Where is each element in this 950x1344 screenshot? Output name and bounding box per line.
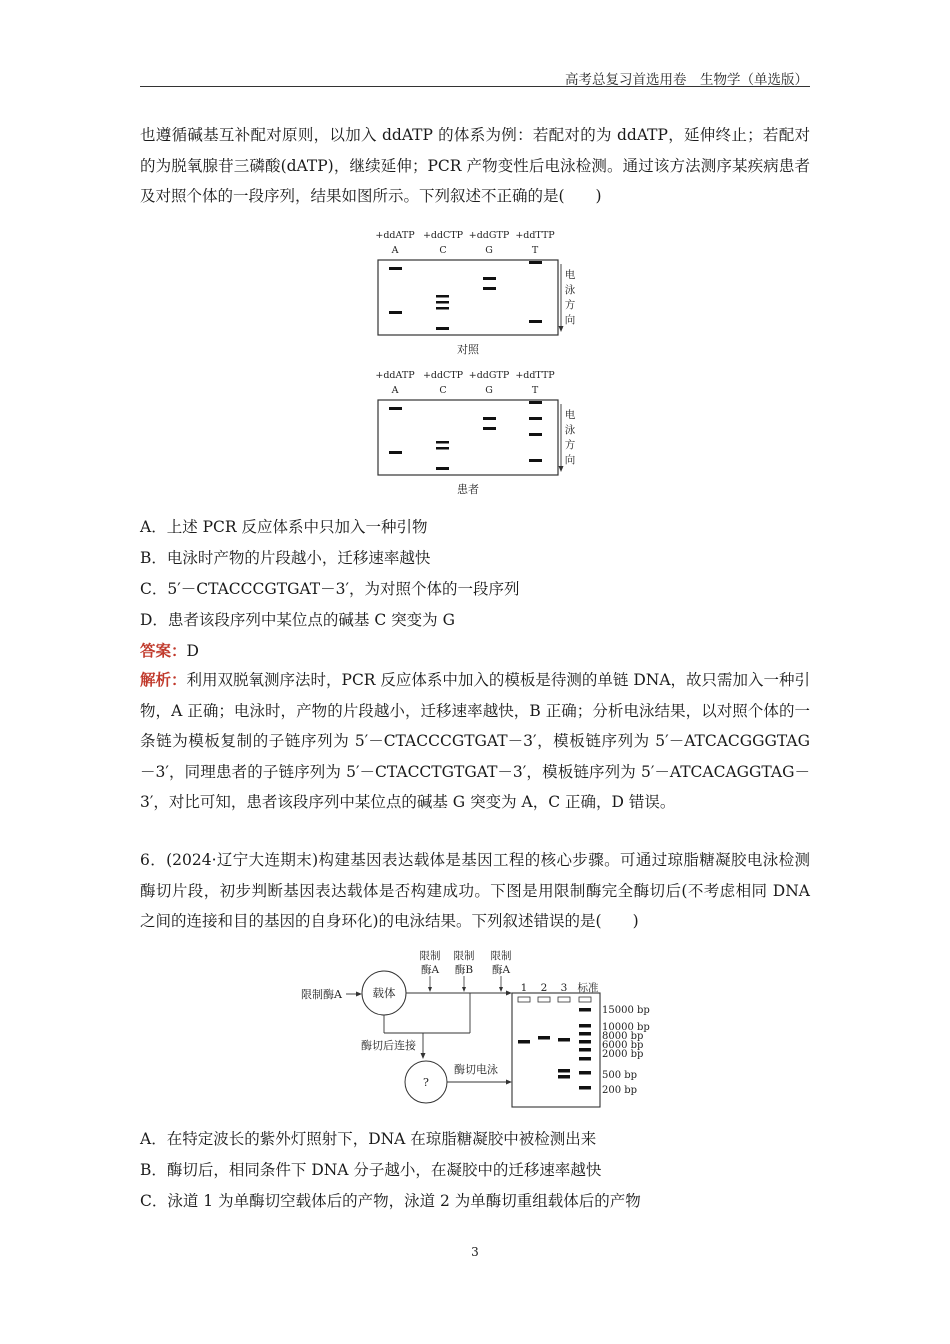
page-number: 3	[471, 1245, 479, 1259]
patient-lane-letter-2: C	[439, 385, 447, 396]
control-lane-letter-1: A	[391, 245, 399, 256]
svg-text:标准: 标准	[577, 982, 599, 994]
electrophoresis-label: 酶切电泳	[454, 1063, 498, 1076]
header-title: 高考总复习首选用卷 生物学（单选版）	[565, 72, 808, 88]
svg-text:酶A: 酶A	[491, 964, 511, 976]
header-rule	[140, 86, 810, 87]
svg-text:方: 方	[564, 439, 576, 451]
control-lane-label-2: +ddCTP	[422, 230, 464, 241]
svg-text:方: 方	[564, 299, 576, 311]
patient-bands	[389, 401, 542, 470]
patient-lane-letter-4: T	[531, 385, 539, 396]
control-lane-letter-2: C	[439, 245, 447, 256]
patient-lane-label-1: +ddATP	[375, 370, 415, 381]
marker-bands	[579, 1008, 591, 1090]
patient-gel	[378, 400, 558, 475]
unknown-label: ?	[423, 1076, 429, 1089]
q5-answer	[140, 639, 810, 663]
svg-text:2: 2	[540, 982, 548, 994]
svg-text:限制: 限制	[453, 950, 475, 962]
vector-label: 载体	[372, 986, 396, 1000]
q5-option-c: C．5′－CTACCCGTGAT－3′，为对照个体的一段序列	[140, 580, 520, 598]
analysis-text: 利用双脱氧测序法时，PCR 反应体系中加入的模板是待测的单链 DNA，故只需加入一种引物，A 正确；电泳时，产物的片段越小，迁移速率越快，B 正确；分析电泳结果，以对照个体的一条链为模板复制的子链序列为 5′－CTACCCGTGAT－3′，模板链序列为 5′－ATCACGGGTAG－3′，同理患者的子链序列为 5′－CTACCTGTGAT－3′，模板链序列为 5′－ATCACAGGTAG－3′，对比可知，患者该段序列中某位点的碱基 G 突变为 A，C 正确，D 错误。	[140, 671, 811, 811]
patient-lane-label-3: +ddGTP	[468, 370, 510, 381]
q5-analysis	[140, 665, 810, 818]
gel-wells	[518, 997, 591, 1002]
svg-text:6000 bp: 6000 bp	[602, 1040, 644, 1051]
q5-option-d: D．患者该段序列中某位点的碱基 C 突变为 G	[140, 611, 455, 629]
svg-text:酶A: 酶A	[420, 964, 440, 976]
svg-text:向: 向	[564, 314, 576, 326]
svg-text:限制: 限制	[419, 950, 441, 962]
q5-option-b: B．电泳时产物的片段越小，迁移速率越快	[140, 549, 431, 567]
answer-label: 答案：	[140, 641, 187, 660]
q6-option-a: A．在特定波长的紫外灯照射下，DNA 在琼脂糖凝胶中被检测出来	[140, 1130, 597, 1148]
q6-option-c: C．泳道 1 为单酶切空载体后的产物，泳道 2 为单酶切重组载体后的产物	[140, 1192, 641, 1210]
control-lane-label-4: +ddTTP	[515, 230, 555, 241]
svg-text:200 bp: 200 bp	[602, 1085, 638, 1096]
enzyme-a-label: 限制酶A	[301, 988, 342, 1001]
control-direction-label	[565, 268, 576, 326]
svg-text:限制: 限制	[490, 950, 512, 962]
figure-sequencing-gels	[365, 228, 595, 500]
figure-vector-electrophoresis	[298, 945, 678, 1110]
control-gel	[378, 260, 558, 335]
svg-text:15000 bp: 15000 bp	[602, 1005, 650, 1016]
q6-option-b: B．酶切后，相同条件下 DNA 分子越小，在凝胶中的迁移速率越快	[140, 1161, 602, 1179]
control-bands	[389, 261, 542, 330]
svg-text:泳: 泳	[564, 284, 576, 296]
svg-text:8000 bp: 8000 bp	[602, 1031, 644, 1042]
patient-direction-label	[565, 408, 576, 466]
patient-lane-label-4: +ddTTP	[515, 370, 555, 381]
control-caption: 对照	[457, 343, 479, 356]
patient-caption: 患者	[457, 483, 479, 496]
sample-bands	[518, 1036, 570, 1079]
marker-labels	[602, 1005, 650, 1096]
question-6-stem: 6．(2024·辽宁大连期末)构建基因表达载体是基因工程的核心步骤。可通过琼脂糖凝胶电泳检测酶切片段，初步判断基因表达载体是否构建成功。下图是用限制酶完全酶切后(不考虑相同 DNA 之间的连接和目的基因的自身环化)的电泳结果。下列叙述错误的是( )	[140, 851, 810, 930]
ligation-label: 酶切后连接	[361, 1039, 416, 1052]
patient-lane-label-2: +ddCTP	[422, 370, 464, 381]
q5-option-a: A．上述 PCR 反应体系中只加入一种引物	[140, 518, 428, 536]
control-lane-label-1: +ddATP	[375, 230, 415, 241]
control-lane-letter-4: T	[531, 245, 539, 256]
svg-text:500 bp: 500 bp	[602, 1070, 638, 1081]
patient-lane-letter-1: A	[391, 385, 399, 396]
svg-text:1: 1	[520, 982, 528, 994]
svg-text:向: 向	[564, 454, 576, 466]
svg-text:10000 bp: 10000 bp	[602, 1022, 650, 1033]
answer-value: D	[186, 642, 199, 660]
control-lane-label-3: +ddGTP	[468, 230, 510, 241]
svg-text:泳: 泳	[564, 424, 576, 436]
svg-text:电: 电	[564, 269, 576, 281]
patient-lane-letter-3: G	[485, 385, 493, 396]
control-lane-letter-3: G	[485, 245, 493, 256]
question-5-stem: 也遵循碱基互补配对原则，以加入 ddATP 的体系为例：若配对的为 ddATP，延伸终止；若配对的为脱氧腺苷三磷酸(dATP)，继续延伸；PCR 产物变性后电泳检测。通过该方法测序某疾病患者及对照个体的一段序列，结果如图所示。下列叙述不正确的是( )	[140, 126, 810, 205]
svg-text:3: 3	[560, 982, 568, 994]
svg-text:2000 bp: 2000 bp	[602, 1049, 644, 1060]
analysis-label: 解析：	[140, 670, 187, 689]
svg-text:电: 电	[564, 409, 576, 421]
svg-text:酶B: 酶B	[454, 964, 474, 976]
